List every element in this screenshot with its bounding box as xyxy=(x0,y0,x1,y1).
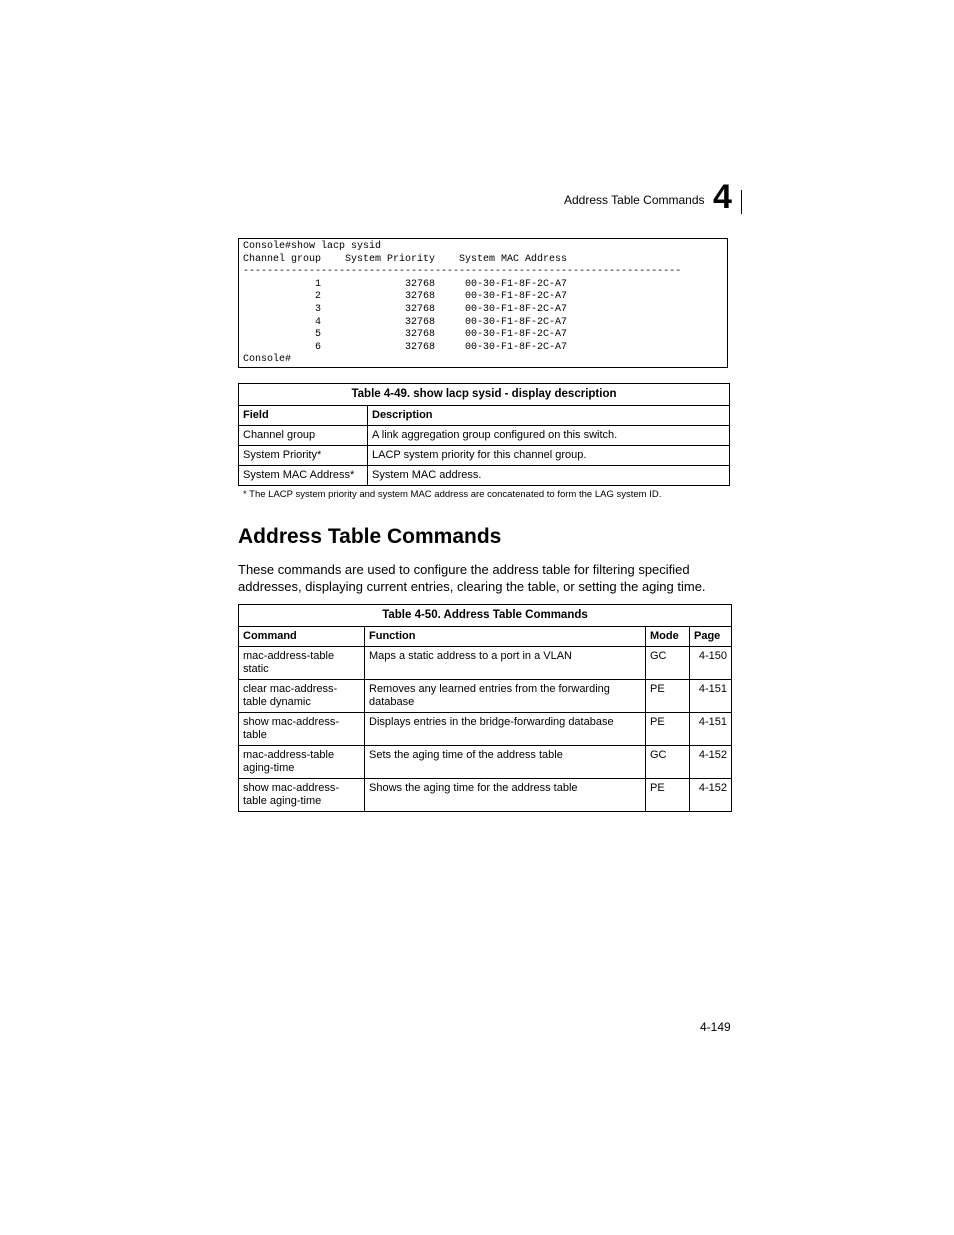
description-cell: System MAC address. xyxy=(368,466,730,486)
field-cell: System MAC Address* xyxy=(239,466,368,486)
description-cell: A link aggregation group configured on this switch. xyxy=(368,426,730,446)
column-header: Mode xyxy=(646,627,690,647)
section-intro: These commands are used to configure the address table for filtering specified addresses, displaying current entries, clearing the table, or setting the aging time. xyxy=(238,562,706,594)
console-line: Console#show lacp sysid xyxy=(243,241,382,252)
table-row xyxy=(239,466,730,486)
mode-cell: PE xyxy=(646,713,690,746)
lacp-sysid-description-table xyxy=(238,383,730,486)
command-cell: mac-address-table aging-time xyxy=(239,746,365,779)
table-row xyxy=(239,746,732,779)
console-line: ------------------------------------------------------------------------- xyxy=(243,266,682,278)
function-cell: Removes any learned entries from the forwarding database xyxy=(365,680,646,713)
mode-cell: GC xyxy=(646,647,690,680)
function-cell: Sets the aging time of the address table xyxy=(365,746,646,779)
field-cell: Channel group xyxy=(239,426,368,446)
column-header: Page xyxy=(690,627,732,647)
mode-cell: PE xyxy=(646,779,690,812)
console-output xyxy=(238,238,728,368)
console-line: Console# xyxy=(243,354,292,366)
console-line: Channel group System Priority System MAC Address xyxy=(243,253,568,265)
mode-cell: GC xyxy=(646,746,690,779)
command-cell: clear mac-address-table dynamic xyxy=(239,680,365,713)
table-caption: Table 4-49. show lacp sysid - display description xyxy=(239,384,730,406)
address-table-commands-table xyxy=(238,604,732,812)
chapter-rule xyxy=(741,190,742,214)
table-row xyxy=(239,446,730,466)
table-row xyxy=(239,647,732,680)
column-header: Field xyxy=(239,406,368,426)
command-cell: show mac-address-table xyxy=(239,713,365,746)
table-row xyxy=(239,779,732,812)
column-header: Function xyxy=(365,627,646,647)
mode-cell: PE xyxy=(646,680,690,713)
console-line: 4 32768 00-30-F1-8F-2C-A7 xyxy=(243,316,568,328)
console-line: 6 32768 00-30-F1-8F-2C-A7 xyxy=(243,341,568,353)
table-footnote: * The LACP system priority and system MAC address are concatenated to form the LAG system ID. xyxy=(243,489,662,500)
function-cell: Displays entries in the bridge-forwarding database xyxy=(365,713,646,746)
console-line: 2 32768 00-30-F1-8F-2C-A7 xyxy=(243,291,568,303)
console-line: 1 32768 00-30-F1-8F-2C-A7 xyxy=(243,278,568,290)
page-ref-cell: 4-150 xyxy=(690,647,732,680)
command-cell: mac-address-table static xyxy=(239,647,365,680)
command-cell: show mac-address-table aging-time xyxy=(239,779,365,812)
page-ref-cell: 4-151 xyxy=(690,680,732,713)
section-title: Address Table Commands xyxy=(238,525,502,548)
table-caption: Table 4-50. Address Table Commands xyxy=(239,605,732,627)
table-row xyxy=(239,426,730,446)
page-ref-cell: 4-151 xyxy=(690,713,732,746)
console-line: 5 32768 00-30-F1-8F-2C-A7 xyxy=(243,329,568,341)
field-cell: System Priority* xyxy=(239,446,368,466)
table-row xyxy=(239,680,732,713)
column-header: Command xyxy=(239,627,365,647)
console-line: 3 32768 00-30-F1-8F-2C-A7 xyxy=(243,303,568,315)
function-cell: Maps a static address to a port in a VLAN xyxy=(365,647,646,680)
page-ref-cell: 4-152 xyxy=(690,779,732,812)
table-row xyxy=(239,713,732,746)
page-ref-cell: 4-152 xyxy=(690,746,732,779)
description-cell: LACP system priority for this channel group. xyxy=(368,446,730,466)
column-header: Description xyxy=(368,406,730,426)
chapter-number: 4 xyxy=(713,178,732,216)
running-header: Address Table Commands xyxy=(564,193,705,207)
page-number: 4-149 xyxy=(700,1020,731,1034)
function-cell: Shows the aging time for the address table xyxy=(365,779,646,812)
